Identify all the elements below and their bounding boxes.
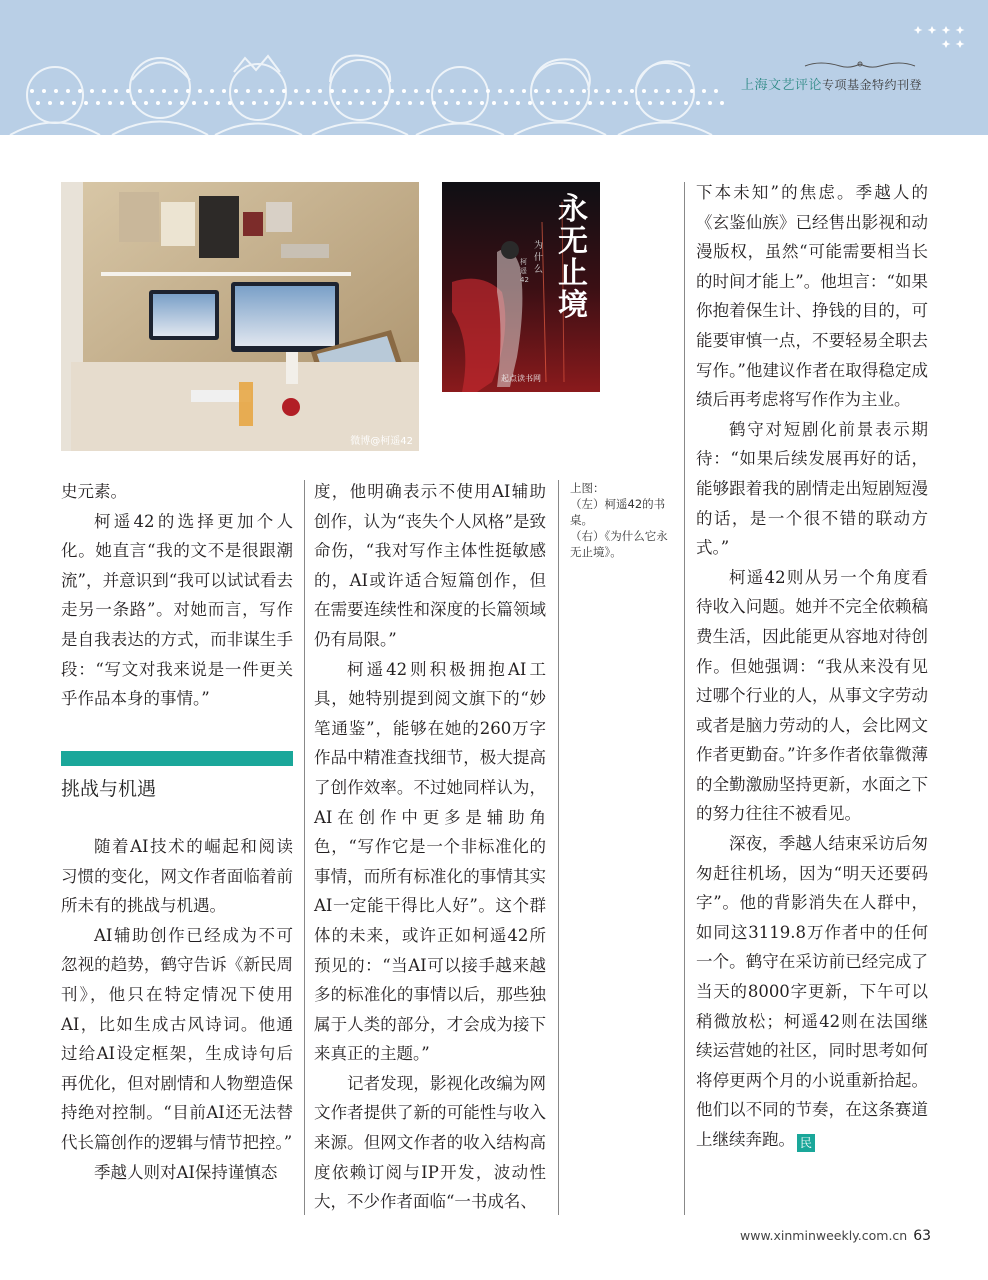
caption-line: （左）柯遥42的书桌。	[570, 497, 666, 527]
header-banner	[0, 0, 988, 135]
cover-publisher: 起点读书网	[501, 374, 541, 383]
section-heading: 挑战与机遇	[61, 778, 157, 800]
page-footer	[740, 1228, 931, 1244]
paragraph: 记者发现，影视化改编为网文作者提供了新的可能性与收入来源。但网文作者的收入结构高度依赖订阅与IP开发，波动性大，不少作者面临“一书成名、	[314, 1073, 546, 1212]
column-rule	[304, 480, 305, 1215]
cover-title-char: 止	[558, 256, 588, 291]
cover-subtitle: 为什么	[534, 241, 544, 275]
photo-watermark: 微博@柯遥42	[350, 436, 413, 447]
article-column-1-continued	[61, 832, 293, 1187]
section-divider-bar	[61, 751, 293, 766]
paragraph: 季越人则对AI保持谨慎态	[94, 1162, 278, 1182]
dot-pattern	[28, 86, 728, 116]
caption-line: （右）《为什么它永无止境》。	[570, 529, 668, 559]
book-cover	[442, 182, 600, 392]
page-number: 63	[913, 1228, 932, 1244]
article-column-1	[61, 477, 293, 714]
website-url: www.xinminweekly.com.cn	[740, 1228, 908, 1243]
paragraph: 下本未知”的焦虑。季越人的《玄鉴仙族》已经售出影视和动漫版权，虽然“可能需要相当长的时间才能上”。他坦言：“如果你抱着保生计、挣钱的目的，可能要审慎一点，不要轻易全职去写作。”他建议作者在取得稳定成绩后再考虑将写作作为主业。	[696, 183, 928, 410]
paragraph-text: 深夜，季越人结束采访后匆匆赶往机场，因为“明天还要码字”。他的背影消失在人群中，如同这3119.8万作者中的任何一个。鹤守在采访前已经完成了当天的8000字更新，下午可以稍微放松；柯遥42则在法国继续运营她的社区，同时思考如何将停更两个月的小说重新拾起。他们以不同的节奏，在这条赛道上继续奔跑。	[696, 834, 928, 1149]
column-rule	[558, 480, 559, 1215]
caption-line: 上图：	[570, 481, 605, 495]
paragraph: AI辅助创作已经成为不可忽视的趋势，鹤守告诉《新民周刊》，他只在特定情况下使用AI，比如生成古风诗词。他通过给AI设定框架，生成诗句后再优化，但对剧情和人物塑造保持绝对控制。“目前AI还无法替代长篇创作的逻辑与情节把控。”	[61, 925, 293, 1152]
cover-title	[556, 194, 590, 322]
photo-caption	[570, 480, 678, 560]
paragraph: 史元素。	[61, 482, 127, 501]
cover-title-char: 境	[558, 288, 588, 323]
paragraph: 随着AI技术的崛起和阅读习惯的变化，网文作者面临着前所未有的挑战与机遇。	[61, 837, 293, 916]
paragraph: 鹤守对短剧化前景表示期待：“如果后续发展再好的话，能够跟着我的剧情走出短剧短漫的话，是一个很不错的联动方式。”	[696, 419, 928, 558]
sparkle-icon	[912, 24, 968, 52]
paragraph-final	[696, 829, 928, 1155]
cover-title-char: 无	[558, 224, 588, 259]
column-rule	[684, 182, 685, 1215]
sponsor-text: 专项基金特约刊登	[822, 78, 923, 92]
desk-photo	[61, 182, 419, 451]
sponsor-name: 上海文艺评论	[741, 78, 823, 93]
article-column-2	[314, 477, 546, 1217]
article-column-3	[696, 178, 928, 1155]
end-mark-icon: 民	[797, 1134, 815, 1152]
paragraph: 柯遥42则从另一个角度看待收入问题。她并不完全依赖稿费生活，因此能更从容地对待创作。但她强调：“我从来没有见过哪个行业的人，从事文字劳动或者是脑力劳动的人，会比网文作者更勤奋。”许多作者依靠微薄的全勤激励坚持更新，水面之下的努力往往不被看见。	[696, 567, 928, 824]
ornament-icon	[800, 58, 920, 72]
paragraph: 柯遥42则积极拥抱AI工具，她特别提到阅文旗下的“妙笔通鉴”，能够在她的260万字作品中精准查找细节，极大提高了创作效率。不过她同样认为，AI在创作中更多是辅助角色，“写作它是一个非标准化的事情，而所有标准化的事情其实AI一定能干得比人好”。这个群体的未来，或许正如柯遥42所预见的：“当AI可以接手越来越多的标准化的事情以后，那些独属于人类的部分，才会成为接下来真正的主题。”	[314, 659, 546, 1064]
sponsor-label	[741, 74, 922, 93]
cover-author: 柯遥42	[520, 258, 529, 284]
paragraph: 度，他明确表示不使用AI辅助创作，认为“丧失个人风格”是致命伤，“我对写作主体性挺敏感的，AI或许适合短篇创作，但在需要连续性和深度的长篇领域仍有局限。”	[314, 482, 546, 649]
paragraph: 柯遥42的选择更加个人化。她直言“我的文不是很跟潮流”，并意识到“我可以试试看去走另一条路”。对她而言，写作是自我表达的方式，而非谋生手段：“写文对我来说是一件更关乎作品本身的事情。”	[61, 511, 293, 709]
cover-title-char: 永	[558, 192, 588, 227]
